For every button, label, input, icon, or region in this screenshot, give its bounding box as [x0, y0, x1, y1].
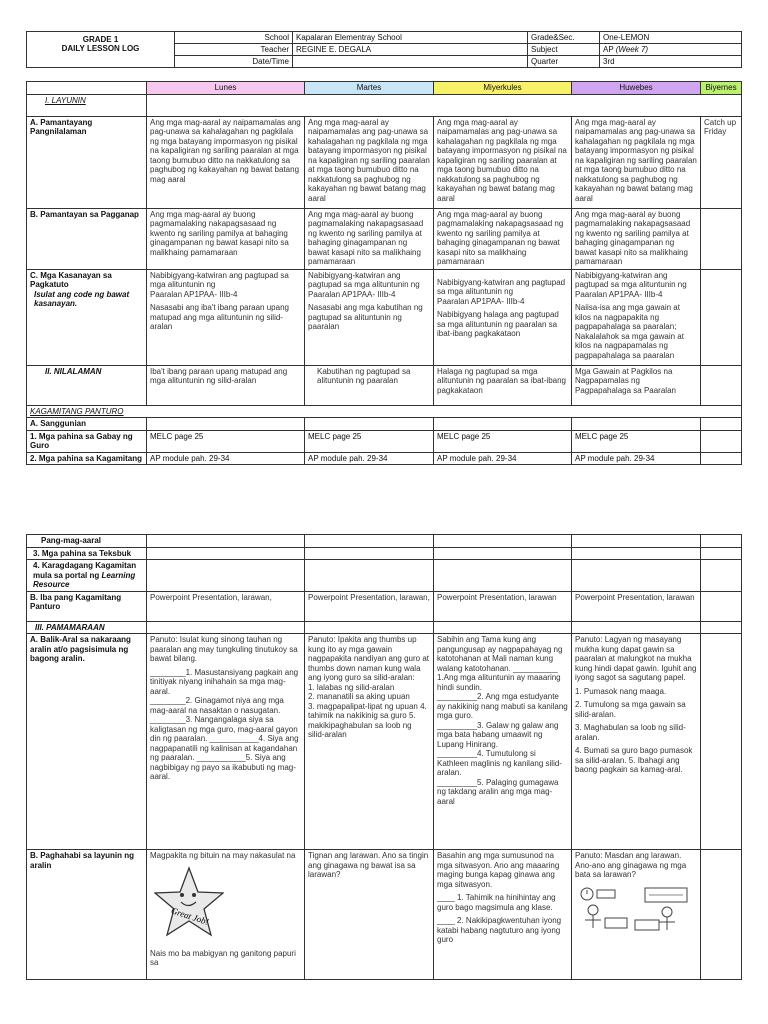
- iba-biyernes: [701, 591, 742, 621]
- balik-martes-p3: 2. mananatili sa aking upuan: [308, 692, 410, 701]
- kasanayan-miyerkules-line1: Nabibigyang-katwiran ang pagtupad sa mga alituntunin ng: [437, 277, 566, 296]
- day-header-miyerkules: Miyerkules: [434, 82, 572, 95]
- pam-huwebes: [572, 621, 701, 634]
- balik-lunes-p2: ________1. Masustansiyang pagkain ang tinitiyak niyang inihahain sa mga mag-aaral.: [150, 667, 299, 696]
- pagganap-miyerkules: Ang mga mag-aaral ay buong pagmamalaking nakapagsasaad ng kwento ng sariling pamilya at bahaging ginagampanan ng bawat kasapi nito sa malikhaing pamamaraan: [434, 208, 572, 269]
- sanggunian-huwebes: [572, 418, 701, 431]
- day-header-martes: Martes: [305, 82, 434, 95]
- kasanayan-huwebes: [572, 269, 701, 365]
- teksbuk-label: 3. Mga pahina sa Teksbuk: [27, 547, 147, 560]
- kasanayan-lunes-code: Paaralan AP1PAA- IIIb-4: [150, 289, 238, 299]
- pangnilalaman-huwebes: Ang mga mag-aaral ay naipamamalas ang pag-unawa sa kahalagahan ng pagkilala ng mga batayang impormasyon ng pisikal na kapaligiran ng sariling paaralan at mga taong bumubuo ditto na nakkatulong sa paghubog ng kakayahan ng bawat batang mag aaral: [572, 116, 701, 208]
- balik-aral-huwebes: [572, 634, 701, 850]
- balik-huw-p3: 2. Tumulong sa mga gawain sa silid-aralan.: [575, 700, 686, 719]
- pamantayang-pangnilalaman-label: A. Pamantayang Pangnilalaman: [27, 116, 147, 208]
- datetime-label: Date/Time: [175, 56, 293, 68]
- kasanayan-miyerkules-code: Paaralan AP1PAA- IIIb-4: [437, 296, 525, 306]
- balik-martes-p2: 1. lalabas ng silid-aralan: [308, 682, 395, 692]
- gabay-guro-label: 1. Mga pahina sa Gabay ng Guro: [27, 430, 147, 452]
- teacher-label: Teacher: [175, 44, 293, 56]
- pagganap-lunes: Ang mga mag-aaral ay buong pagmamalaking nakapagsasaad ng kwento ng sariling pamilya at bahaging ginagampanan ng bawat kasapi nito sa malikhaing pamamaraan: [147, 208, 305, 269]
- balik-aral-biyernes: [701, 634, 742, 850]
- layunin-heading: I. LAYUNIN: [27, 94, 147, 116]
- paghahabi-miy-p3: ____ 2. Nakikipagkwentuhan iyong katabi habang nagtuturo ang iyong guro: [437, 916, 562, 944]
- pamamaraan-heading: III. PAMAMARAAN: [27, 621, 147, 634]
- balik-miy-p6: _________5. Palaging gumagawa ng takdang aralin ang mga mag-aaral: [437, 777, 559, 806]
- balik-aral-martes: [305, 634, 434, 850]
- balik-aral-miyerkules: [434, 634, 572, 850]
- grade-label: GRADE 1: [82, 35, 119, 44]
- kag-martes: AP module pah. 29-34: [305, 452, 434, 465]
- sanggunian-biyernes: [701, 418, 742, 431]
- paghahabi-lunes: [147, 850, 305, 980]
- day-header-lunes: Lunes: [147, 82, 305, 95]
- lr-lunes: [147, 560, 305, 592]
- lr-biyernes: [701, 560, 742, 592]
- day-header-biyernes: Biyernes: [701, 82, 742, 95]
- paghahabi-huwebes: [572, 850, 701, 980]
- log-title: DAILY LESSON LOG: [61, 44, 140, 53]
- star-caption: Nais mo ba mabigyan ng ganitong papuri sa: [150, 948, 296, 967]
- kasanayan-huwebes-line1: Nabibigyang-katwiran ang pagtupad sa mga alituntunin ng: [575, 270, 687, 289]
- grade-title-cell: [27, 32, 175, 68]
- lr-miyerkules: [434, 560, 572, 592]
- pam-martes: [305, 621, 434, 634]
- kagamitan-heading: KAGAMITANG PANTURO: [27, 405, 742, 418]
- subject-week: (Week 7): [615, 45, 649, 54]
- kasanayan-martes-line1: Nabibigyang-katwiran ang pagtupad sa mga alituntunin ng: [308, 270, 420, 289]
- kag-biyernes: [701, 452, 742, 465]
- balik-lunes-p4: ________3. Nangangalaga siya sa kaligtasan ng mga guro, mag-aaral gayon din ng paaralan. ___________4. Siya ang nagpapanatili ng kalinisan at kagandahan ng paaralan. ___________5. Siya ang nagbibigay ng payo sa ikabubuti ng mag-aaral.: [150, 715, 299, 781]
- catch-up-friday: Catch up Friday: [701, 116, 742, 208]
- balik-huw-p2: 1. Pumasok nang maaga.: [575, 686, 667, 696]
- pma-biyernes: [701, 535, 742, 548]
- pma-miyerkules: [434, 535, 572, 548]
- teacher-value: REGINE E. DEGALA: [293, 44, 528, 56]
- balik-lunes-p1: Panuto: Isulat kung sinong tauhan ng paaralan ang may tungkuling tinutukoy sa bawat bilang.: [150, 635, 298, 663]
- quarter-label: Quarter: [528, 56, 600, 68]
- subject-label: Subject: [528, 44, 600, 56]
- sanggunian-martes: [305, 418, 434, 431]
- classroom-picture-icon: [575, 884, 693, 936]
- subject-name: AP: [603, 45, 614, 54]
- kasanayan-lunes: [147, 269, 305, 365]
- pang-mag-aaral-label: Pang-mag-aaral: [27, 535, 147, 548]
- paghahabi-miy-p1: Basahin ang mga sumusunod na mga sitwasyon. Ano ang maaaring maging bunga kapag ginawa ang mga sitwasyon.: [437, 851, 560, 889]
- pagganap-martes: Ang mga mag-aaral ay buong pagmamalaking nakapagsasaad ng kwento ng sariling pamilya at bahaging ginagampanan ng bawat kasapi nito sa malikhaing pamamaraan: [305, 208, 434, 269]
- kag-miyerkules: AP module pah. 29-34: [434, 452, 572, 465]
- gradesec-value: One-LEMON: [600, 32, 742, 44]
- lr-martes: [305, 560, 434, 592]
- sanggunian-miyerkules: [434, 418, 572, 431]
- pamantayan-pagganap-label: B. Pamantayan sa Pagganap: [27, 208, 147, 269]
- nilalaman-huwebes: Mga Gawain at Pagkilos na Nagpapamalas ng Pagpapahalaga sa Paaralan: [572, 365, 701, 405]
- kasanayan-miyerkules-line2: Nabibigyang halaga ang pagtupad sa mga alituntunin ng paaralan sa ibat-ibang pagkakataon: [437, 310, 559, 338]
- kasanayan-label-cell: [27, 269, 147, 365]
- karagdagang-label-text: 4. Karagdagang Kagamitan mula sa portal ng: [33, 561, 137, 580]
- nilalaman-label: II. NILALAMAN: [27, 365, 147, 405]
- balik-huw-p5: 4. Bumati sa guro bago pumasok sa silid-aralan. 5. Ibahagi ang baong pagkain sa kamag-aral.: [575, 746, 693, 774]
- pma-martes: [305, 535, 434, 548]
- pma-huwebes: [572, 535, 701, 548]
- nilalaman-martes: Kabutihan ng pagtupad sa alituntunin ng paaralan: [305, 365, 434, 405]
- pma-lunes: [147, 535, 305, 548]
- kasanayan-lunes-line2: Nasasabi ang iba't ibang paraan upang matupad ang mga alituntunin ng silid-aralan: [150, 303, 289, 331]
- lesson-table-part1: [26, 81, 742, 465]
- pam-lunes: [147, 621, 305, 634]
- kasanayan-martes-code: Paaralan AP1PAA- IIIb-4: [308, 289, 396, 299]
- guro-biyernes: [701, 430, 742, 452]
- subject-value: [600, 44, 742, 56]
- balik-miy-p5: _________4. Tumutulong si Kathleen maglinis ng kanilang silid-aralan.: [437, 749, 562, 777]
- school-value: Kapalaran Elementray School: [293, 32, 528, 44]
- teks-martes: [305, 547, 434, 560]
- balik-aral-label: A. Balik-Aral sa nakaraang aralin at/o pagsisimula ng bagong aralin.: [27, 634, 147, 850]
- gradesec-label: Grade&Sec.: [528, 32, 600, 44]
- karagdagang-label: [27, 560, 147, 592]
- pangnilalaman-lunes: Ang mga mag-aaral ay naipamamalas ang pag-unawa sa kahalagahan ng pagkilala ng mga batayang impormasyon ng pisikal na kapaligiran ng sariling paaralan at mga taong bumubuo ditto na nakkatulong sa paghubog ng kakayahan ng bawat batang mag aaral: [147, 116, 305, 208]
- great-job-text: Great Job!: [169, 904, 210, 927]
- balik-miy-p4: _________3. Galaw ng galaw ang mga bata habang umaawit ng Lupang Hinirang.: [437, 720, 559, 749]
- nilalaman-biyernes: [701, 365, 742, 405]
- lesson-table-part2: [26, 534, 742, 980]
- kasanayan-sub: Isulat ang code ng bawat kasanayan.: [34, 289, 130, 308]
- great-job-star-icon: [154, 865, 224, 943]
- balik-huw-p1: Panuto: Lagyan ng masayang mukha kung dapat gawin sa paaralan at malungkot na mukha kung hindi dapat gawin. Iguhit ang iyong sagot sa sagutang papel.: [575, 635, 697, 682]
- teks-huwebes: [572, 547, 701, 560]
- iba-pang-label: B. Iba pang Kagamitang Panturo: [27, 591, 147, 621]
- guro-huwebes: MELC page 25: [572, 430, 701, 452]
- layunin-blank: [147, 94, 742, 116]
- kasanayan-huwebes-code: Paaralan AP1PAA- IIIb-4: [575, 289, 663, 299]
- header-table: [26, 31, 742, 68]
- pagganap-biyernes: [701, 208, 742, 269]
- pam-biyernes: [701, 621, 742, 634]
- guro-martes: MELC page 25: [305, 430, 434, 452]
- balik-aral-lunes: [147, 634, 305, 850]
- iba-lunes: Powerpoint Presentation, larawan,: [147, 591, 305, 621]
- balik-huw-p4: 3. Maghabulan sa loob ng silid-aralan.: [575, 723, 686, 742]
- balik-martes-p1: Panuto: Ipakita ang thumbs up kung ito ay mga gawain nagpapakita nandiyan ang guro at thumbs down naman kung wala ang iyong guro sa silid-aralan:: [308, 635, 429, 682]
- paghahabi-lunes-text: Magpakita ng bituin na may nakasulat na: [150, 851, 296, 860]
- kasanayan-martes: [305, 269, 434, 365]
- balik-miy-p3: _________2. Ang mga estudyante ay nakikinig nang mabuti sa kanilang mga guro.: [437, 692, 568, 720]
- paghahabi-martes: Tignan ang larawan. Ano sa tingin ang ginagawa ng bawat isa sa larawan?: [305, 850, 434, 980]
- balik-lunes-p3: ________2. Ginagamot niya ang mga mag-aaral na nasaktan o nasugatan.: [150, 696, 284, 715]
- paghahabi-label: B. Paghahabi sa layunin ng aralin: [27, 850, 147, 980]
- teks-lunes: [147, 547, 305, 560]
- pangnilalaman-miyerkules: Ang mga mag-aaral ay naipamamalas ang pag-unawa sa kahalagahan ng pagkilala ng mga batayang impormasyon ng pisikal na kapaligiran ng sariling paaralan at mga taong bumubuo ditto na nakkatulong sa paghubog ng kakayahan ng bawat batang mag aaral: [434, 116, 572, 208]
- kasanayan-martes-line2: Nasasabi ang mga kabutihan ng pagtupad sa alituntunin ng paaralan: [308, 303, 423, 331]
- corner-cell: [27, 82, 147, 95]
- pam-miyerkules: [434, 621, 572, 634]
- paghahabi-miyerkules: [434, 850, 572, 980]
- sanggunian-label: A. Sanggunian: [27, 418, 147, 431]
- guro-miyerkules: MELC page 25: [434, 430, 572, 452]
- kasanayan-biyernes: [701, 269, 742, 365]
- pagganap-huwebes: Ang mga mag-aaral ay buong pagmamalaking nakapagsasaad ng kwento ng sariling pamilya at bahaging ginagampanan ng bawat kasapi nito sa malikhaing pamamaraan: [572, 208, 701, 269]
- quarter-value: 3rd: [600, 56, 742, 68]
- kasanayan-lunes-line1: Nabibigyang-katwiran ang pagtupad sa mga alituntunin ng: [150, 270, 289, 289]
- teks-miyerkules: [434, 547, 572, 560]
- paghahabi-huw-text: Panuto: Masdan ang larawan. Ano-ano ang ginagawa ng mga bata sa larawan?: [575, 851, 687, 879]
- teks-biyernes: [701, 547, 742, 560]
- learning-resource-text: Learning Resource: [33, 570, 136, 589]
- kasanayan-huwebes-line2: Naiisa-isa ang mga gawain at kilos na nagpapakita ng pagpapahalaga sa paaralan; Nakalalahok sa mga gawain at kilos na nagpapamalas ng pagpapahalaga sa paaralan: [575, 303, 684, 360]
- sanggunian-lunes: [147, 418, 305, 431]
- paghahabi-miy-p2: ____ 1. Tahimik na hinihintay ang guro bago magsimula ang klase.: [437, 893, 556, 912]
- balik-martes-p4: 3. magpapalipat-lipat ng upuan 4. tahimik na nakikinig sa guro 5. makikipaghabulan sa loob ng silid-aralan: [308, 701, 427, 739]
- day-header-huwebes: Huwebes: [572, 82, 701, 95]
- kasanayan-label: C. Mga Kasanayan sa Pagkatuto: [30, 270, 112, 289]
- kag-huwebes: AP module pah. 29-34: [572, 452, 701, 465]
- paghahabi-biyernes: [701, 850, 742, 980]
- iba-huwebes: Powerpoint Presentation, larawan: [572, 591, 701, 621]
- iba-miyerkules: Powerpoint Presentation, larawan: [434, 591, 572, 621]
- guro-lunes: MELC page 25: [147, 430, 305, 452]
- kagamitang-label: 2. Mga pahina sa Kagamitang: [27, 452, 147, 465]
- kag-lunes: AP module pah. 29-34: [147, 452, 305, 465]
- kasanayan-miyerkules: [434, 269, 572, 365]
- lr-huwebes: [572, 560, 701, 592]
- balik-miy-p2: 1.Ang mga alituntunin ay maaaring hindi sundin.: [437, 673, 561, 692]
- iba-martes: Powerpoint Presentation, larawan,: [305, 591, 434, 621]
- datetime-value: [293, 56, 528, 68]
- pangnilalaman-martes: Ang mga mag-aaral ay naipamamalas ang pag-unawa sa kahalagahan ng pagkilala ng mga batayang impormasyon ng pisikal na kapaligiran ng sariling paaralan at mga taong bumubuo ditto na nakkatulong sa paghubog ng kakayahan ng bawat batang mag aaral: [305, 116, 434, 208]
- nilalaman-lunes: Iba't ibang paraan upang matupad ang mga alituntunin ng silid-aralan: [147, 365, 305, 405]
- balik-miy-p1: Sabihin ang Tama kung ang pangungusap ay nagpapahayag ng katotohanan at Mali naman kung walang katotohanan. __________: [437, 635, 563, 673]
- nilalaman-miyerkules: Halaga ng pagtupad sa mga alituntunin ng paaralan sa ibat-ibang pagkakataon: [434, 365, 572, 405]
- school-label: School: [175, 32, 293, 44]
